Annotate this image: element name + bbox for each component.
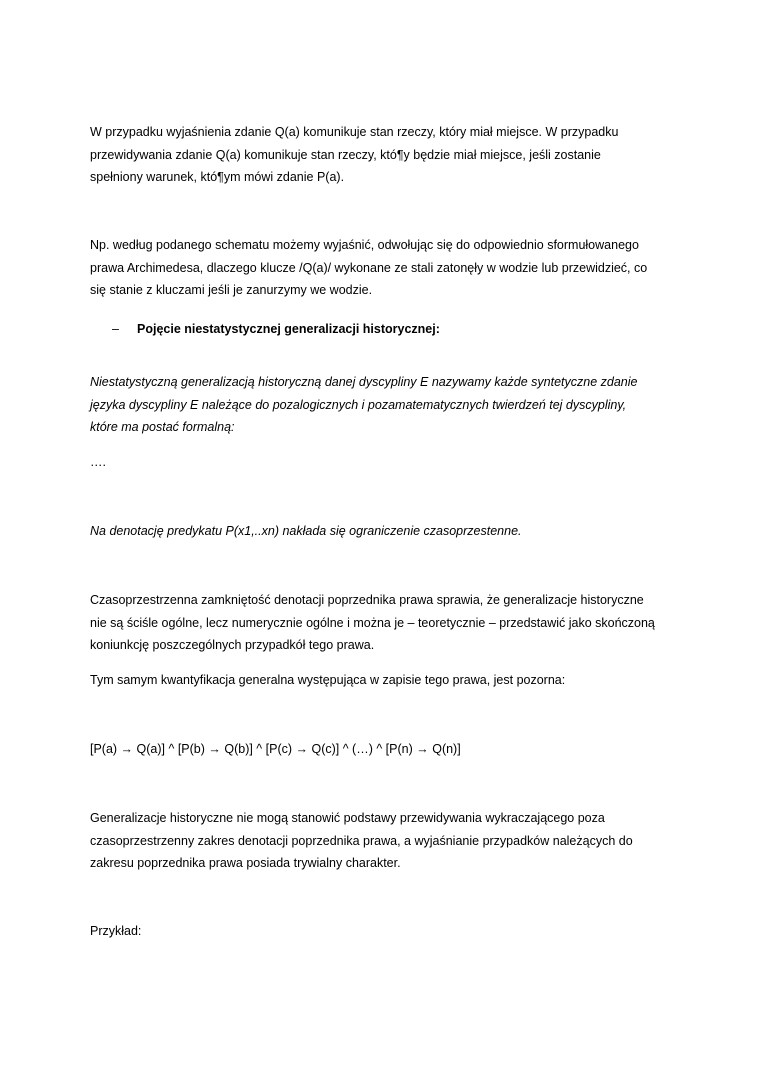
formula-text: [P(a) → Q(a)] ^ [P(b) → Q(b)] ^ [P(c) → Q(c)] ^ (…) ^ [P(n) → Q(n)] — [90, 742, 461, 756]
ellipsis-line — [90, 451, 680, 474]
paragraph-explanation-prediction — [90, 121, 680, 189]
text-line: się stanie z kluczami jeśli je zanurzymy we wodzie. — [90, 283, 373, 297]
text-line: prawa Archimedesa, dlaczego klucze /Q(a)/ wykonane ze stali zatonęły w wodzie lub przewidzieć, co — [90, 260, 648, 275]
text-line: Na denotację predykatu P(x1,..xn) nakłada się ograniczenie czasoprzestenne. — [90, 524, 522, 538]
text-line: czasoprzestrzenny zakres denotacji poprzednika prawa, a wyjaśnianie przypadków należących do — [90, 833, 633, 848]
bullet-heading — [112, 318, 440, 341]
text-line: nie są ściśle ogólne, lecz numerycznie ogólne i można je – teoretycznie – przedstawić jako skończoną — [90, 615, 655, 630]
text-line: Tym samym kwantyfikacja generalna występująca w zapisie tego prawa, jest pozorna: — [90, 673, 566, 687]
bullet-heading-text: Pojęcie niestatystycznej generalizacji historycznej: — [137, 322, 440, 336]
text-line: Generalizacje historyczne nie mogą stanowić podstawy przewidywania wykraczającego poza — [90, 811, 605, 825]
text-line: koniunkcję poszczególnych przypadkół tego prawa. — [90, 638, 375, 652]
text-line: które ma postać formalną: — [90, 420, 235, 434]
paragraph-denotation — [90, 520, 680, 543]
paragraph-limitations — [90, 807, 680, 875]
ellipsis-text: …. — [90, 455, 106, 469]
text-line: Niestatystyczną generalizacją historyczną danej dyscypliny E nazywamy każde syntetyczne zdanie — [90, 375, 638, 389]
paragraph-definition — [90, 371, 680, 439]
text-line: przewidywania zdanie Q(a) komunikuje stan rzeczy, któ¶y będzie miał miejsce, jeśli zostanie — [90, 147, 601, 162]
text-line: W przypadku wyjaśnienia zdanie Q(a) komunikuje stan rzeczy, który miał miejsce. W przypadku — [90, 125, 619, 139]
text-line: Np. według podanego schematu możemy wyjaśnić, odwołując się do odpowiednio sformułowanego — [90, 238, 639, 252]
text-line: języka dyscypliny E należące do pozalogicznych i pozamatematycznych twierdzeń tej dyscypliny, — [90, 397, 627, 412]
text-line: zakresu poprzednika prawa posiada trywialny charakter. — [90, 856, 401, 870]
text-line: Przykład: — [90, 924, 142, 938]
paragraph-example-label — [90, 920, 680, 943]
formula — [90, 738, 680, 761]
paragraph-quantification — [90, 669, 680, 692]
bullet-dash: – — [112, 322, 119, 336]
paragraph-archimedes-example — [90, 234, 680, 302]
text-line: spełniony warunek, któ¶ym mówi zdanie P(a). — [90, 170, 345, 184]
paragraph-closure — [90, 589, 680, 657]
text-line: Czasoprzestrzenna zamkniętość denotacji poprzednika prawa sprawia, że generalizacje historyczne — [90, 593, 644, 607]
